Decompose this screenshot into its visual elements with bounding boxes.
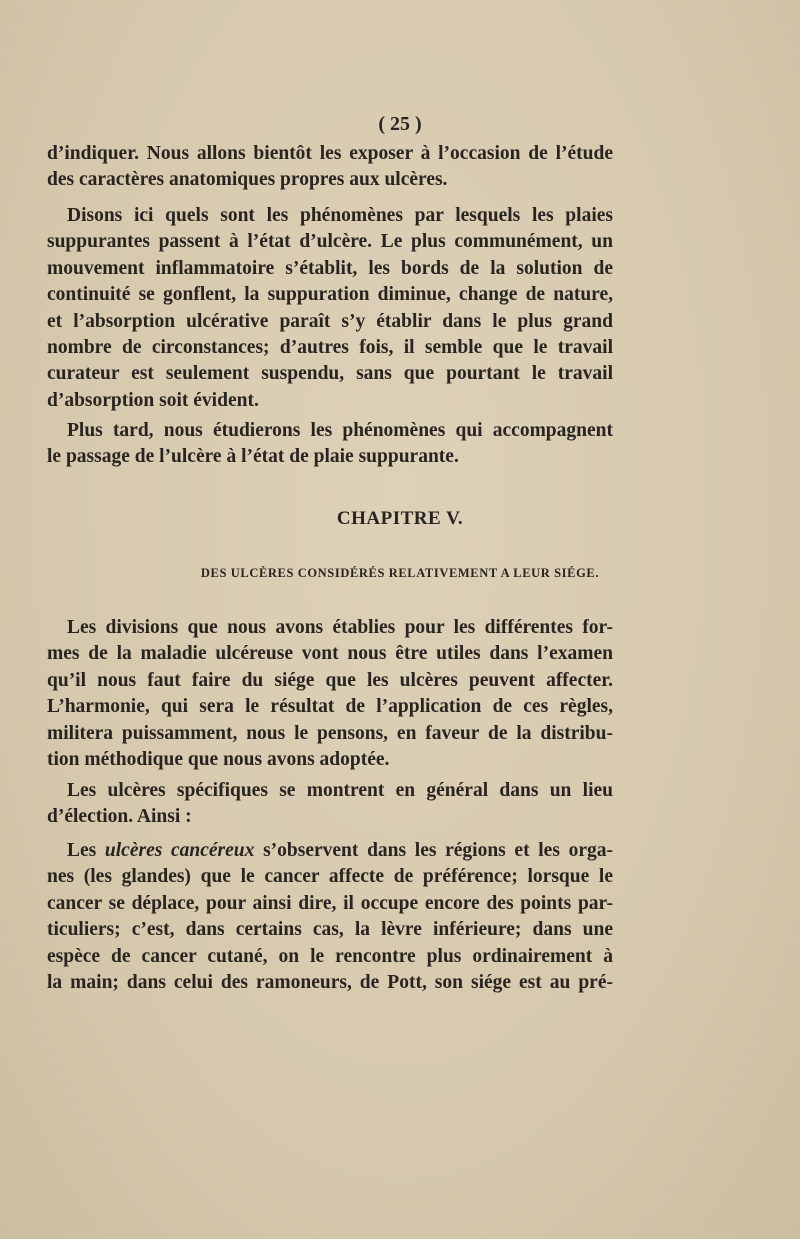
text-line: L’harmonie, qui sera le résultat de l’application de ces règles, xyxy=(47,696,613,718)
text-line: Plus tard, nous étudierons les phénomènes qui accompagnent xyxy=(67,420,613,441)
paragraph-later-study xyxy=(47,418,613,471)
chapter-subtitle: DES ULCÈRES CONSIDÉRÉS RELATIVEMENT A LEUR SIÉGE. xyxy=(200,566,600,580)
text-line: des caractères anatomiques propres aux ulcères. xyxy=(47,169,448,191)
text-line: cancer se déplace, pour ainsi dire, il occupe encore des points par- xyxy=(47,892,613,914)
text-fragment: Les xyxy=(67,840,105,861)
paragraph-cancerous-ulcers xyxy=(47,838,613,996)
text-line: Les ulcères spécifiques se montrent en général dans un lieu xyxy=(67,780,613,801)
text-line: qu’il nous faut faire du siége que les ulcères peuvent affecter. xyxy=(47,669,613,691)
chapter-title: CHAPITRE V. xyxy=(336,508,464,529)
text-line: Disons ici quels sont les phénomènes par lesquels les plaies xyxy=(67,205,613,226)
text-line: d’élection. Ainsi : xyxy=(47,806,192,828)
text-line: espèce de cancer cutané, on le rencontre plus ordinairement à xyxy=(47,945,613,967)
paragraph-divisions xyxy=(47,615,613,773)
text-line: nes (les glandes) que le cancer affecte de préférence; lorsque le xyxy=(47,866,613,888)
text-line: et l’absorption ulcérative paraît s’y établir dans le plus grand xyxy=(47,310,613,332)
text-line: Les divisions que nous avons établies pour les différentes for- xyxy=(67,617,613,638)
text-line: mouvement inflammatoire s’établit, les bords de la solution de xyxy=(47,257,613,279)
paragraph-specific-ulcers xyxy=(47,778,613,831)
italic-term: ulcères cancéreux xyxy=(104,840,255,861)
text-line xyxy=(47,838,613,864)
paragraph-continuation xyxy=(47,141,613,194)
text-line: suppurantes passent à l’état d’ulcère. Le plus communément, un xyxy=(47,231,613,253)
text-line: militera puissamment, nous le pensons, en faveur de la distribu- xyxy=(47,722,613,744)
text-line: curateur est seulement suspendu, sans que pourtant le travail xyxy=(47,363,613,385)
text-fragment: s’observent dans les régions et les orga- xyxy=(254,840,613,861)
text-line: d’absorption soit évident. xyxy=(47,389,259,411)
text-line: mes de la maladie ulcéreuse vont nous être utiles dans l’examen xyxy=(47,643,613,665)
text-line: ticuliers; c’est, dans certains cas, la lèvre inférieure; dans une xyxy=(47,919,613,941)
text-line: d’indiquer. Nous allons bientôt les exposer à l’occasion de l’étude xyxy=(47,143,613,164)
page-number: ( 25 ) xyxy=(378,113,422,135)
text-line: le passage de l’ulcère à l’état de plaie suppurante. xyxy=(47,446,459,468)
text-line: continuité se gonflent, la suppuration diminue, change de nature, xyxy=(47,284,613,306)
text-line: nombre de circonstances; d’autres fois, il semble que le travail xyxy=(47,336,613,358)
text-line: tion méthodique que nous avons adoptée. xyxy=(47,748,390,770)
paragraph-ulcer-formation xyxy=(47,203,613,414)
text-line: la main; dans celui des ramoneurs, de Pott, son siége est au pré- xyxy=(47,971,613,993)
